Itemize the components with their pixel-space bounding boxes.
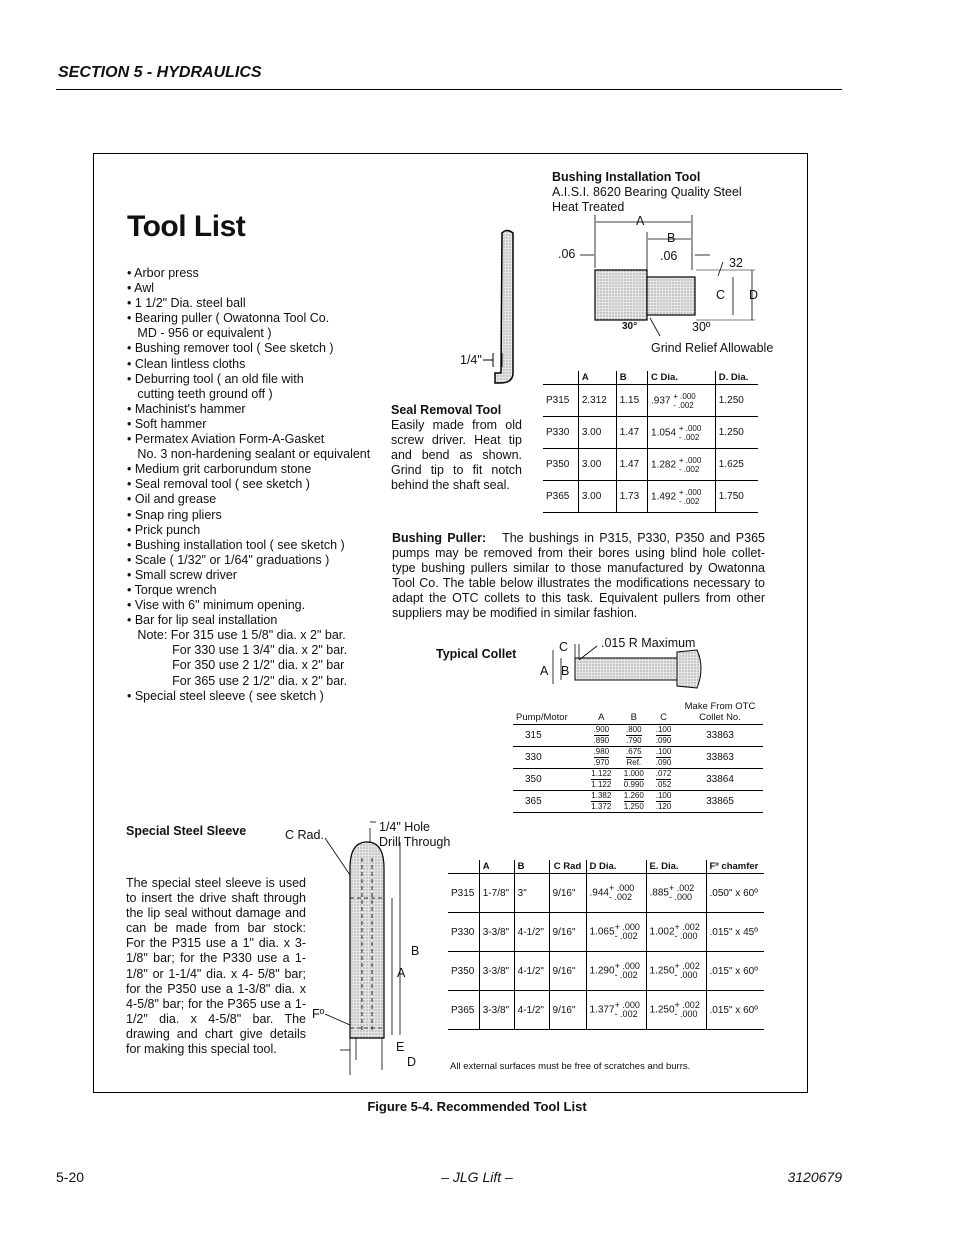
collet-label-a: A — [540, 664, 549, 678]
cell-model: P365 — [543, 481, 578, 513]
th-blank — [543, 371, 578, 385]
collet-table — [513, 700, 763, 813]
cell-e-dia — [646, 991, 706, 1030]
tool-list-item: • Awl — [127, 281, 155, 296]
frac-bottom: .120 — [655, 802, 672, 811]
table-row — [513, 769, 763, 791]
tool-list-item: • 1 1/2" Dia. steel ball — [127, 296, 246, 311]
seal-removal-tool-title: Seal Removal Tool — [391, 403, 502, 417]
cell-c: 9/16" — [549, 991, 586, 1030]
fraction-value — [591, 791, 611, 812]
tool-list-item: • Bushing remover tool ( See sketch ) — [127, 341, 334, 356]
tool-list-item: For 330 use 1 3/4" dia. x 2" bar. — [127, 643, 348, 658]
tool-list-item: For 365 use 2 1/2" dia. x 2" bar. — [127, 673, 348, 688]
d-dia-tolerance — [615, 962, 640, 980]
bushing-dim-06b: .06 — [660, 249, 678, 263]
cell-c-dia — [648, 417, 716, 449]
d-dia-value: 1.065 — [589, 926, 615, 938]
fraction-value — [656, 725, 672, 746]
th-pump-motor: Pump/Motor — [513, 700, 585, 725]
frac-bottom: 1.372 — [591, 802, 612, 811]
tool-list-item: • Prick punch — [127, 522, 201, 537]
bushing-puller-title: Bushing Puller: — [392, 531, 487, 545]
cell-model: 330 — [513, 747, 585, 769]
tool-list-item: • Bearing puller ( Owatonna Tool Co. — [127, 311, 330, 326]
tool-list-item: • Scale ( 1/32" or 1/64" graduations ) — [127, 552, 330, 567]
tool-list-item: • Small screw driver — [127, 567, 237, 582]
cell-d-dia — [586, 913, 646, 952]
table-row — [448, 874, 764, 913]
cell-b — [618, 725, 650, 747]
cell-f-chamfer: .050" x 60º — [706, 874, 764, 913]
cell-b — [618, 769, 650, 791]
table-row — [448, 952, 764, 991]
collet-note: .015 R Maximum — [601, 636, 696, 650]
c-dia-value: 1.282 — [651, 459, 677, 471]
tool-list-item: • Bushing installation tool ( see sketch ) — [127, 537, 345, 552]
frac-bottom: 0.990 — [623, 780, 644, 789]
frac-bottom: 1.122 — [591, 780, 612, 789]
tol-plus: + .000 — [609, 883, 635, 893]
tool-list-title: Tool List — [127, 210, 246, 243]
table-row — [513, 725, 763, 747]
c-dia-value: 1.054 — [651, 427, 677, 439]
th-sleeve-e: E. Dia. — [646, 860, 706, 874]
special-sleeve-drawing — [300, 820, 450, 1080]
tool-list-item: • Permatex Aviation Form-A-Gasket — [127, 432, 325, 447]
cell-model: 365 — [513, 791, 585, 813]
tool-list-item: • Medium grit carborundum stone — [127, 462, 312, 477]
d-dia-tolerance — [615, 1001, 640, 1019]
bushing-angle-2: 30º — [692, 320, 711, 334]
frac-bottom: .790 — [626, 736, 642, 745]
frac-top: .800 — [626, 725, 642, 734]
tol-minus: - .002 — [678, 432, 700, 442]
header-rule — [56, 89, 842, 90]
sleeve-label-a: A — [397, 966, 406, 980]
e-dia-value: 1.250 — [649, 965, 675, 977]
th-otc: Make From OTC Collet No. — [677, 700, 763, 725]
e-dia-tolerance — [675, 962, 700, 980]
frac-top: .900 — [593, 725, 610, 734]
e-dia-value: .885 — [649, 887, 669, 899]
tol-minus: - .000 — [674, 970, 698, 980]
tol-plus: + .002 — [674, 1000, 700, 1010]
c-dia-tolerance — [673, 392, 695, 410]
cell-f-chamfer: .015" x 60º — [706, 952, 764, 991]
table-row — [513, 747, 763, 769]
sleeve-note: All external surfaces must be free of scratches and burrs. — [450, 1061, 691, 1072]
tol-minus: - .002 — [678, 496, 700, 506]
th-sleeve-d: D Dia. — [586, 860, 646, 874]
cell-d-dia — [586, 952, 646, 991]
th-sleeve-blank — [448, 860, 479, 874]
tol-plus: + .000 — [678, 455, 702, 465]
section-header: SECTION 5 - HYDRAULICS — [58, 64, 262, 81]
cell-a: 3-3/8" — [479, 991, 514, 1030]
tool-list — [127, 266, 387, 704]
th-sleeve-f: Fº chamfer — [706, 860, 764, 874]
cell-a: 3-3/8" — [479, 913, 514, 952]
cell-otc: 33865 — [677, 791, 763, 813]
cell-e-dia — [646, 952, 706, 991]
frac-top: .100 — [655, 791, 672, 800]
e-dia-tolerance — [675, 923, 700, 941]
bushing-tool-line1: A.I.S.I. 8620 Bearing Quality Steel — [552, 185, 742, 199]
tol-minus: - .000 — [668, 892, 692, 902]
cell-c-dia — [648, 481, 716, 513]
cell-model: P330 — [543, 417, 578, 449]
e-dia-value: 1.002 — [649, 926, 675, 938]
frac-top: .100 — [655, 747, 672, 756]
cell-c: 9/16" — [549, 874, 586, 913]
tool-list-item: • Torque wrench — [127, 582, 217, 597]
frac-bottom: .052 — [655, 780, 672, 789]
e-dia-tolerance — [675, 1001, 700, 1019]
th-b: B — [616, 371, 647, 385]
frac-bottom: .970 — [593, 758, 610, 767]
tol-minus: - .000 — [674, 1009, 698, 1019]
cell-b — [618, 791, 650, 813]
footer-page-number: 5-20 — [56, 1169, 85, 1185]
collet-label-b: B — [561, 664, 570, 678]
frac-bottom: 1.250 — [623, 802, 644, 811]
d-dia-tolerance — [615, 923, 640, 941]
cell-b: 1.47 — [616, 449, 647, 481]
table-row — [448, 913, 764, 952]
cell-d-dia: 1.250 — [715, 385, 758, 417]
th-sleeve-a: A — [479, 860, 514, 874]
frac-top: 1.122 — [591, 769, 612, 778]
cell-c-dia — [648, 449, 716, 481]
tol-plus: + .000 — [614, 1000, 640, 1010]
th-sleeve-c: C Rad — [549, 860, 586, 874]
collet-label-c: C — [559, 640, 569, 654]
cell-otc: 33863 — [677, 747, 763, 769]
fraction-value — [594, 747, 610, 768]
cell-otc: 33863 — [677, 725, 763, 747]
frac-top: .072 — [655, 769, 672, 778]
tol-plus: + .002 — [668, 883, 695, 893]
frac-top: 1.000 — [623, 769, 644, 778]
cell-b: 4-1/2" — [514, 952, 549, 991]
cell-model: P350 — [448, 952, 479, 991]
c-dia-value: 1.492 — [651, 491, 677, 503]
cell-otc: 33864 — [677, 769, 763, 791]
cell-e-dia — [646, 874, 706, 913]
tol-minus: - .002 — [614, 1009, 638, 1019]
th-sleeve-b: B — [514, 860, 549, 874]
tool-list-item: • Oil and grease — [127, 492, 217, 507]
cell-a: 2.312 — [578, 385, 616, 417]
cell-f-chamfer: .015" x 45º — [706, 913, 764, 952]
frac-bottom: .090 — [655, 736, 672, 745]
typical-collet-title: Typical Collet — [436, 647, 517, 661]
tool-list-item: • Machinist's hammer — [127, 401, 246, 416]
tol-minus: - .002 — [673, 400, 694, 410]
cell-c-dia — [648, 385, 716, 417]
tool-list-item: Note: For 315 use 1 5/8" dia. x 2" bar. — [127, 628, 346, 643]
bushing-puller-paragraph — [392, 531, 765, 622]
cell-f-chamfer: .015" x 60º — [706, 991, 764, 1030]
frac-top: .675 — [626, 747, 642, 756]
seal-removal-tool-text: Easily made from old screw driver. Heat tip and bend as shown. Grind tip to fit notch behind the shaft seal. — [391, 418, 522, 493]
bushing-label-d: D — [749, 288, 759, 302]
cell-d-dia: 1.625 — [715, 449, 758, 481]
d-dia-value: 1.290 — [589, 965, 615, 977]
footer-center: – JLG Lift – — [441, 1169, 513, 1185]
tol-plus: + .000 — [678, 487, 702, 497]
table-row — [513, 791, 763, 813]
cell-model: 350 — [513, 769, 585, 791]
tool-list-item: • Bar for lip seal installation — [127, 613, 278, 628]
cell-b: 3" — [514, 874, 549, 913]
cell-c — [650, 747, 677, 769]
cell-model: P315 — [448, 874, 479, 913]
tol-plus: + .000 — [614, 961, 640, 971]
d-dia-tolerance — [609, 884, 634, 902]
cell-b: 1.73 — [616, 481, 647, 513]
fraction-value — [656, 769, 672, 790]
bushing-dim-06a: .06 — [558, 247, 576, 261]
tol-plus: + .000 — [678, 423, 702, 433]
cell-model: P315 — [543, 385, 578, 417]
sleeve-label-hole: 1/4" Hole — [379, 820, 430, 834]
bushing-label-a: A — [636, 214, 645, 228]
e-dia-tolerance — [669, 884, 694, 902]
tool-list-item: For 350 use 2 1/2" dia. x 2" bar — [127, 658, 345, 673]
fraction-value — [626, 725, 642, 746]
tol-minus: - .000 — [674, 931, 698, 941]
th-a: A — [578, 371, 616, 385]
fraction-value — [624, 769, 644, 790]
seal-tool-dim: 1/4" — [460, 353, 482, 367]
bushing-label-b: B — [667, 231, 676, 245]
footer-doc-number: 3120679 — [787, 1169, 842, 1185]
c-dia-tolerance — [679, 424, 701, 442]
fraction-value — [656, 747, 672, 768]
bushing-label-c: C — [716, 288, 726, 302]
cell-c — [650, 769, 677, 791]
frac-top: 1.382 — [591, 791, 612, 800]
cell-d-dia — [586, 991, 646, 1030]
bushing-tool-drawing — [540, 210, 800, 340]
tol-plus: + .000 — [614, 922, 640, 932]
c-dia-value: .937 — [651, 395, 671, 407]
grind-relief-note: Grind Relief Allowable — [651, 341, 774, 355]
bushing-puller-text: The bushings in P315, P330, P350 and P365 pumps may be removed from their bores using blind hole collet-type bushing pullers similar to those manufactured by Owatonna Tool Co. The table below illustrates the modifications necessary to adapt the OTC collets to this task. Equivalent pullers from other suppliers may be modified in similar fashion. — [392, 531, 765, 621]
cell-d-dia: 1.250 — [715, 417, 758, 449]
cell-a: 3.00 — [578, 449, 616, 481]
tool-list-item: • Soft hammer — [127, 416, 207, 431]
frac-bottom: .090 — [655, 758, 672, 767]
tool-list-item: • Seal removal tool ( see sketch ) — [127, 477, 310, 492]
frac-top: .980 — [593, 747, 610, 756]
tool-list-item: • Arbor press — [127, 266, 199, 280]
cell-a: 1-7/8" — [479, 874, 514, 913]
sleeve-label-e: E — [396, 1040, 405, 1054]
table-row — [448, 991, 764, 1030]
cell-a: 3-3/8" — [479, 952, 514, 991]
bushing-tool-title: Bushing Installation Tool — [552, 170, 701, 184]
figure-caption: Figure 5-4. Recommended Tool List — [367, 1099, 587, 1114]
tool-list-item: • Vise with 6" minimum opening. — [127, 598, 306, 613]
fraction-value — [591, 769, 611, 790]
cell-d-dia — [586, 874, 646, 913]
tool-list-item: cutting teeth ground off ) — [127, 386, 273, 401]
fraction-value — [594, 725, 610, 746]
frac-bottom: .890 — [593, 736, 610, 745]
tool-list-item: • Deburring tool ( an old file with — [127, 371, 304, 386]
c-dia-tolerance — [679, 488, 701, 506]
sleeve-label-drill: Drill Through — [379, 835, 451, 849]
tol-plus: + .000 — [673, 391, 696, 401]
tol-minus: - .002 — [614, 931, 638, 941]
th-collet-a: A — [585, 700, 617, 725]
th-collet-b: B — [618, 700, 650, 725]
sleeve-label-f: Fº — [312, 1007, 325, 1021]
sleeve-table — [448, 860, 764, 1030]
cell-c — [650, 791, 677, 813]
frac-bottom: Ref. — [626, 758, 642, 767]
table-row — [543, 481, 758, 513]
tol-minus: - .002 — [609, 892, 633, 902]
tool-list-item: MD - 956 or equivalent ) — [127, 326, 272, 341]
bushing-angle-1: 30° — [622, 321, 638, 332]
cell-a — [585, 791, 617, 813]
cell-model: P330 — [448, 913, 479, 952]
fraction-value — [624, 791, 644, 812]
cell-b — [618, 747, 650, 769]
cell-model: P350 — [543, 449, 578, 481]
cell-a: 3.00 — [578, 417, 616, 449]
cell-e-dia — [646, 913, 706, 952]
table-row — [543, 417, 758, 449]
cell-d-dia: 1.750 — [715, 481, 758, 513]
c-dia-tolerance — [679, 456, 701, 474]
cell-b: 1.47 — [616, 417, 647, 449]
frac-top: 1.260 — [623, 791, 644, 800]
bushing-label-r32: 32 — [729, 256, 743, 270]
th-c-dia: C Dia. — [648, 371, 716, 385]
sleeve-label-c-rad: C Rad. — [285, 828, 324, 842]
tool-list-item: • Clean lintless cloths — [127, 356, 246, 371]
frac-top: .100 — [655, 725, 672, 734]
fraction-value — [626, 747, 642, 768]
tool-list-item: No. 3 non-hardening sealant or equivalent — [127, 447, 371, 462]
fraction-value — [656, 791, 672, 812]
tol-minus: - .002 — [678, 464, 700, 474]
th-d-dia: D. Dia. — [715, 371, 758, 385]
th-collet-c: C — [650, 700, 677, 725]
bushing-tool-table — [543, 371, 758, 513]
cell-a — [585, 747, 617, 769]
tol-minus: - .002 — [614, 970, 638, 980]
special-sleeve-text: The special steel sleeve is used to insert the drive shaft through the lip seal without damage and can be made from bar stock: For the P315 use a 1" dia. x 3-1/8" bar; for the P330 use a 1-1/8" or 1-1/4" dia. x 4- 5/8" bar; for the P350 use a 1-3/8" dia. x 4-5/8" bar; for the P365 use a 1-1/2" dia. x 4-5/8" bar. The drawing and chart give details for making this special tool. — [126, 876, 306, 1057]
table-row — [543, 385, 758, 417]
d-dia-value: .944 — [589, 887, 609, 899]
bushing-tool-line2: Heat Treated — [552, 200, 625, 214]
special-sleeve-title: Special Steel Sleeve — [126, 824, 247, 838]
tol-plus: + .002 — [674, 922, 700, 932]
e-dia-value: 1.250 — [649, 1004, 675, 1016]
tool-list-item: • Special steel sleeve ( see sketch ) — [127, 688, 324, 703]
cell-model: P365 — [448, 991, 479, 1030]
cell-c: 9/16" — [549, 952, 586, 991]
cell-model: 315 — [513, 725, 585, 747]
cell-b: 1.15 — [616, 385, 647, 417]
sleeve-label-b: B — [411, 944, 420, 958]
cell-a: 3.00 — [578, 481, 616, 513]
table-row — [543, 449, 758, 481]
cell-c: 9/16" — [549, 913, 586, 952]
cell-c — [650, 725, 677, 747]
sleeve-label-d: D — [407, 1055, 417, 1069]
cell-b: 4-1/2" — [514, 913, 549, 952]
cell-a — [585, 769, 617, 791]
tool-list-item: • Snap ring pliers — [127, 507, 222, 522]
d-dia-value: 1.377 — [589, 1004, 615, 1016]
tol-plus: + .002 — [674, 961, 700, 971]
cell-b: 4-1/2" — [514, 991, 549, 1030]
cell-a — [585, 725, 617, 747]
